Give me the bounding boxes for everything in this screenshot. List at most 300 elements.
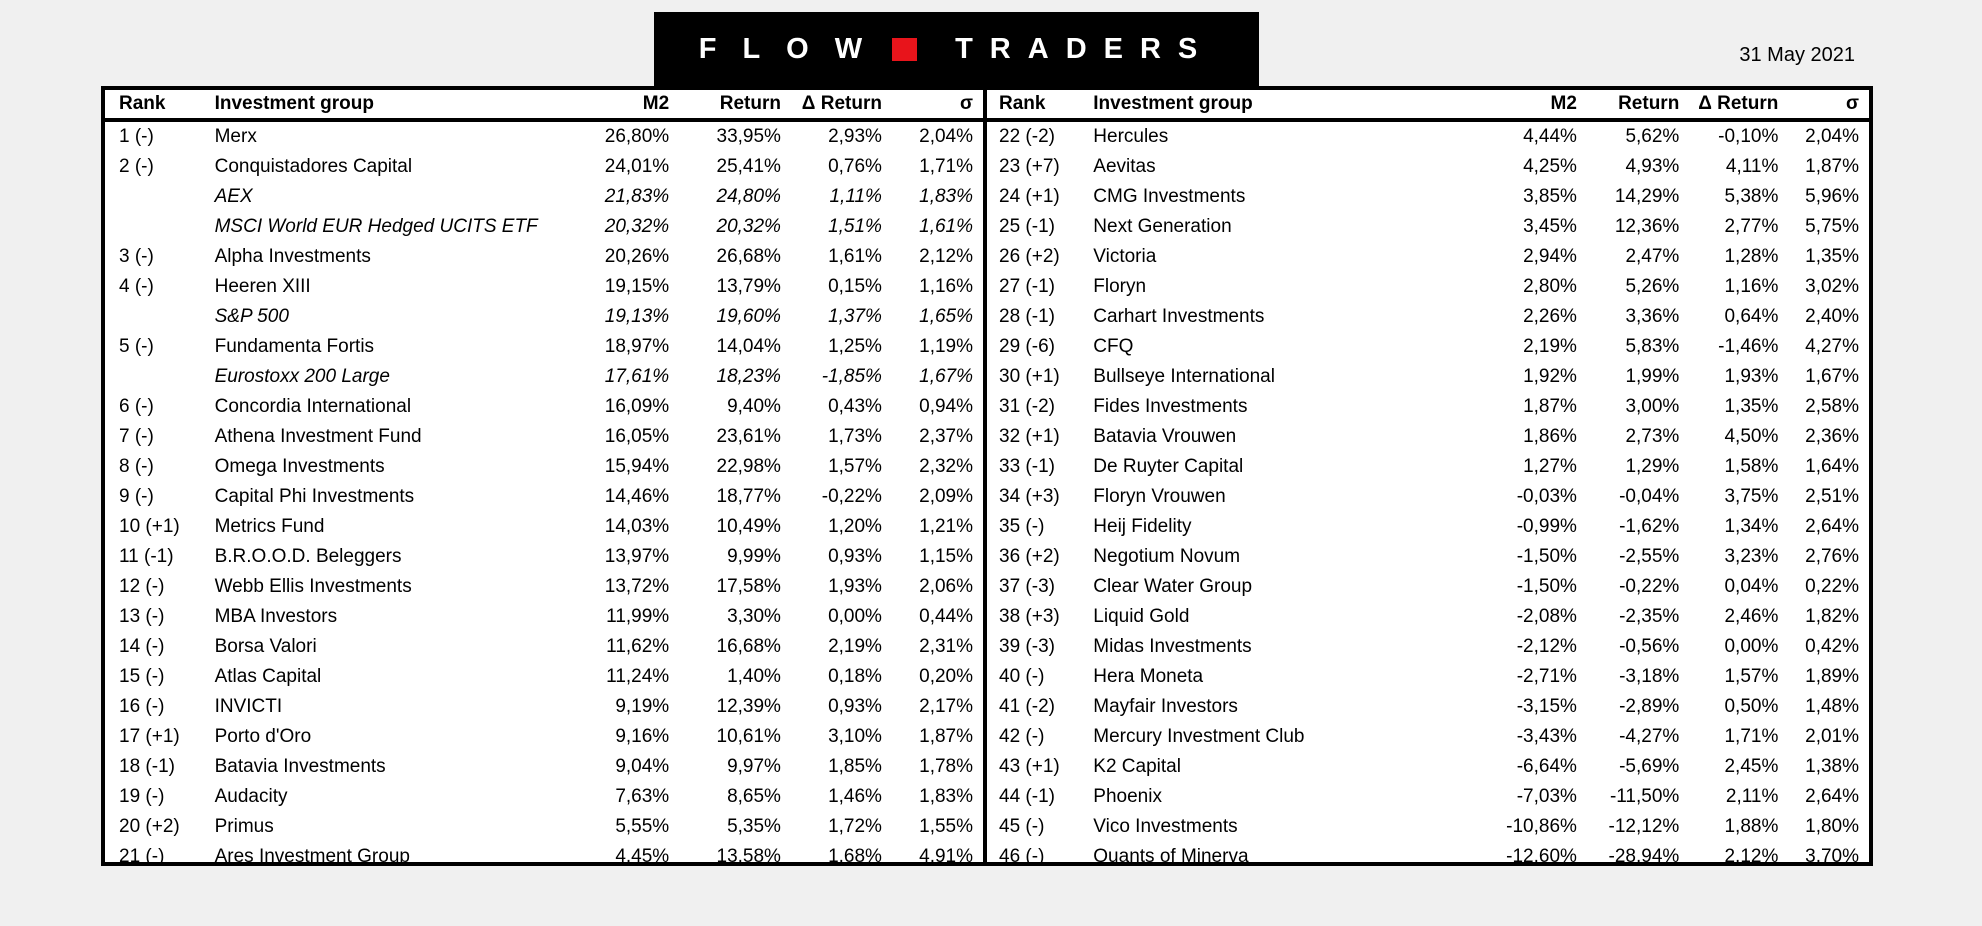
cell-delta-return: 0,15%	[828, 276, 882, 297]
cell-m2: 16,09%	[604, 396, 670, 417]
table-row	[987, 512, 1869, 542]
cell-sigma: 3,02%	[1805, 276, 1859, 297]
cell-m2: -0,03%	[1516, 486, 1577, 507]
cell-investment-group: Mayfair Investors	[1093, 696, 1238, 717]
benchmark-row	[105, 302, 983, 332]
cell-return: 5,62%	[1625, 126, 1680, 147]
table-row	[987, 182, 1869, 212]
logo-red-square-icon	[892, 38, 917, 61]
header-delta-return: Δ Return	[1679, 90, 1778, 120]
cell-sigma: 3,70%	[1805, 846, 1859, 867]
cell-investment-group: Quants of Minerva	[1093, 846, 1249, 867]
cell-sigma: 1,61%	[919, 216, 973, 237]
cell-return: 18,23%	[716, 366, 781, 387]
cell-investment-group: Next Generation	[1093, 216, 1232, 237]
cell-rank: 11 (-1)	[119, 546, 174, 567]
cell-m2: 11,62%	[606, 636, 670, 657]
cell-investment-group: INVICTI	[214, 696, 283, 717]
header-sigma: σ	[1778, 90, 1869, 120]
cell-m2: 7,63%	[615, 786, 670, 807]
logo-text-traders: TRADERS	[955, 33, 1215, 65]
cell-delta-return: 3,10%	[828, 726, 882, 747]
cell-return: 5,26%	[1625, 276, 1680, 297]
cell-return: 2,73%	[1625, 426, 1680, 447]
cell-m2: 4,45%	[615, 846, 670, 867]
table-row	[105, 812, 983, 842]
cell-rank: 7 (-)	[119, 426, 154, 447]
cell-sigma: 1,67%	[919, 366, 973, 387]
cell-delta-return: -0,22%	[821, 486, 882, 507]
cell-m2: 4,25%	[1523, 156, 1577, 177]
cell-return: 10,61%	[716, 726, 781, 747]
cell-m2: -1,50%	[1516, 576, 1577, 597]
header-investment-group: Investment group	[1093, 90, 1493, 120]
cell-m2: 1,86%	[1523, 426, 1577, 447]
table-row	[105, 572, 983, 602]
cell-m2: 13,97%	[604, 546, 670, 567]
cell-sigma: 1,21%	[919, 516, 973, 537]
cell-return: 25,41%	[716, 156, 781, 177]
table-row	[105, 512, 983, 542]
cell-m2: 2,19%	[1523, 336, 1577, 357]
cell-return: -12,12%	[1608, 816, 1680, 837]
cell-investment-group: Webb Ellis Investments	[214, 576, 412, 597]
cell-return: 9,40%	[727, 396, 781, 417]
cell-delta-return: 1,85%	[828, 756, 882, 777]
cell-investment-group: Bullseye International	[1093, 366, 1275, 387]
cell-investment-group: Atlas Capital	[214, 666, 322, 687]
cell-return: 16,68%	[716, 636, 781, 657]
cell-investment-group: Borsa Valori	[214, 636, 317, 657]
cell-m2: -3,15%	[1516, 696, 1577, 717]
cell-investment-group: Mercury Investment Club	[1093, 726, 1305, 747]
cell-sigma: 2,04%	[919, 126, 973, 147]
cell-investment-group: CFQ	[1093, 336, 1134, 357]
cell-rank: 21 (-)	[119, 846, 165, 867]
cell-rank: 36 (+2)	[999, 546, 1060, 567]
cell-m2: 18,97%	[604, 336, 670, 357]
cell-return: -2,55%	[1619, 546, 1680, 567]
cell-m2: 2,80%	[1523, 276, 1577, 297]
cell-rank: 2 (-)	[119, 156, 154, 177]
table-row	[987, 722, 1869, 752]
cell-rank: 13 (-)	[119, 606, 165, 627]
cell-delta-return: 0,43%	[828, 396, 882, 417]
cell-return: 3,30%	[727, 606, 781, 627]
cell-return: 2,47%	[1625, 246, 1680, 267]
cell-sigma: 1,65%	[919, 306, 973, 327]
cell-investment-group: Ares Investment Group	[214, 846, 410, 867]
cell-m2: -7,03%	[1516, 786, 1577, 807]
cell-rank: 37 (-3)	[999, 576, 1055, 597]
cell-delta-return: 1,88%	[1724, 816, 1779, 837]
cell-delta-return: 1,73%	[828, 426, 882, 447]
cell-sigma: 2,04%	[1805, 126, 1859, 147]
cell-delta-return: 1,35%	[1724, 396, 1779, 417]
cell-sigma: 2,32%	[919, 456, 973, 477]
cell-m2: 5,55%	[615, 816, 670, 837]
cell-sigma: 1,87%	[919, 726, 973, 747]
cell-rank: 9 (-)	[119, 486, 154, 507]
cell-sigma: 1,67%	[1805, 366, 1859, 387]
table-row	[105, 152, 983, 182]
cell-delta-return: 1,34%	[1724, 516, 1779, 537]
table-row	[987, 482, 1869, 512]
cell-delta-return: 1,46%	[828, 786, 882, 807]
cell-m2: -12,60%	[1506, 846, 1577, 867]
cell-rank: 17 (+1)	[119, 726, 180, 747]
cell-m2: 9,16%	[615, 726, 670, 747]
cell-delta-return: 1,16%	[1724, 276, 1779, 297]
cell-delta-return: 1,93%	[828, 576, 882, 597]
cell-m2: -1,50%	[1516, 546, 1577, 567]
cell-rank: 35 (-)	[999, 516, 1045, 537]
cell-return: -5,69%	[1619, 756, 1680, 777]
cell-m2: -0,99%	[1516, 516, 1577, 537]
cell-m2: 14,46%	[604, 486, 670, 507]
cell-rank	[105, 302, 215, 332]
cell-investment-group: Heij Fidelity	[1093, 516, 1192, 537]
cell-return: -1,62%	[1619, 516, 1680, 537]
cell-investment-group: Merx	[214, 126, 257, 147]
cell-return: 4,93%	[1625, 156, 1680, 177]
cell-rank: 18 (-1)	[119, 756, 175, 777]
cell-sigma: 1,38%	[1805, 756, 1859, 777]
table-row	[105, 662, 983, 692]
cell-sigma: 0,20%	[919, 666, 973, 687]
cell-investment-group: Audacity	[214, 786, 288, 807]
cell-rank: 23 (+7)	[999, 156, 1060, 177]
cell-return: 12,39%	[716, 696, 781, 717]
cell-sigma: 1,15%	[919, 546, 973, 567]
cell-return: 17,58%	[716, 576, 781, 597]
cell-sigma: 2,64%	[1805, 516, 1859, 537]
cell-rank: 31 (-2)	[999, 396, 1055, 417]
logo-text-flow: FLOW	[698, 33, 889, 65]
cell-m2: 24,01%	[604, 156, 670, 177]
cell-return: 18,77%	[716, 486, 781, 507]
table-row	[105, 242, 983, 272]
cell-sigma: 5,96%	[1805, 186, 1859, 207]
table-row	[105, 452, 983, 482]
cell-rank: 5 (-)	[119, 336, 154, 357]
cell-delta-return: 2,46%	[1724, 606, 1779, 627]
cell-delta-return: 0,76%	[828, 156, 882, 177]
cell-investment-group: B.R.O.O.D. Beleggers	[214, 546, 402, 567]
header-delta-return: Δ Return	[781, 90, 882, 120]
benchmark-row	[105, 212, 983, 242]
cell-return: -11,50%	[1609, 786, 1680, 807]
flow-traders-logo	[654, 12, 1259, 87]
cell-delta-return: -0,10%	[1718, 126, 1779, 147]
cell-investment-group: Carhart Investments	[1093, 306, 1265, 327]
cell-sigma: 0,94%	[919, 396, 973, 417]
cell-return: 14,29%	[1614, 186, 1680, 207]
cell-investment-group: MBA Investors	[214, 606, 338, 627]
cell-delta-return: 2,93%	[828, 126, 882, 147]
report-date: 31 May 2021	[1739, 44, 1855, 66]
table-row	[987, 572, 1869, 602]
cell-m2: 15,94%	[604, 456, 670, 477]
cell-sigma: 2,37%	[919, 426, 973, 447]
table-row	[105, 782, 983, 812]
cell-sigma: 1,83%	[919, 786, 973, 807]
cell-investment-group: Athena Investment Fund	[214, 426, 422, 447]
cell-sigma: 5,75%	[1805, 216, 1859, 237]
cell-sigma: 0,44%	[919, 606, 973, 627]
cell-delta-return: 0,50%	[1724, 696, 1779, 717]
cell-delta-return: -1,85%	[821, 366, 882, 387]
cell-m2: 17,61%	[604, 366, 670, 387]
cell-m2: 19,13%	[604, 306, 670, 327]
cell-rank	[105, 362, 215, 392]
table-row	[987, 842, 1869, 872]
cell-delta-return: 0,00%	[1724, 636, 1779, 657]
cell-return: 5,83%	[1625, 336, 1680, 357]
table-row	[105, 120, 983, 152]
cell-rank: 3 (-)	[119, 246, 154, 267]
cell-return: 13,58%	[716, 846, 781, 867]
cell-return: -0,56%	[1619, 636, 1680, 657]
cell-delta-return: 1,11%	[829, 186, 882, 207]
table-row	[987, 362, 1869, 392]
cell-return: 9,99%	[727, 546, 781, 567]
cell-sigma: 1,35%	[1805, 246, 1859, 267]
cell-investment-group: De Ruyter Capital	[1093, 456, 1244, 477]
cell-sigma: 2,06%	[919, 576, 973, 597]
cell-sigma: 2,40%	[1805, 306, 1859, 327]
cell-investment-group: Victoria	[1093, 246, 1157, 267]
cell-investment-group: Heeren XIII	[214, 276, 311, 297]
cell-rank: 26 (+2)	[999, 246, 1060, 267]
cell-rank: 43 (+1)	[999, 756, 1060, 777]
cell-return: 1,40%	[727, 666, 781, 687]
cell-rank: 34 (+3)	[999, 486, 1060, 507]
table-row	[987, 632, 1869, 662]
cell-investment-group: Primus	[214, 816, 274, 837]
cell-m2: 14,03%	[604, 516, 670, 537]
cell-return: 26,68%	[716, 246, 781, 267]
cell-investment-group: Hercules	[1093, 126, 1169, 147]
cell-rank: 25 (-1)	[999, 216, 1055, 237]
cell-m2: 1,92%	[1523, 366, 1577, 387]
cell-rank: 15 (-)	[119, 666, 165, 687]
header-m2: M2	[562, 90, 669, 120]
cell-return: -28,94%	[1608, 846, 1680, 867]
cell-return: -2,35%	[1619, 606, 1680, 627]
cell-investment-group: AEX	[214, 186, 253, 207]
cell-rank: 38 (+3)	[999, 606, 1060, 627]
table-row	[105, 272, 983, 302]
cell-rank: 1 (-)	[119, 126, 154, 147]
cell-sigma: 2,09%	[919, 486, 973, 507]
cell-sigma: 2,76%	[1805, 546, 1859, 567]
cell-rank: 45 (-)	[999, 816, 1045, 837]
cell-sigma: 2,12%	[919, 246, 973, 267]
header-rank: Rank	[987, 90, 1093, 120]
cell-investment-group: Capital Phi Investments	[214, 486, 415, 507]
cell-rank: 33 (-1)	[999, 456, 1055, 477]
cell-rank	[105, 212, 215, 242]
cell-m2: 20,32%	[604, 216, 670, 237]
cell-rank: 20 (+2)	[119, 816, 180, 837]
cell-investment-group: Fides Investments	[1093, 396, 1248, 417]
cell-sigma: 1,83%	[919, 186, 973, 207]
cell-sigma: 1,82%	[1805, 606, 1859, 627]
cell-delta-return: 2,11%	[1725, 786, 1779, 807]
cell-return: 1,29%	[1625, 456, 1680, 477]
cell-sigma: 1,87%	[1805, 156, 1859, 177]
table-header-row	[987, 90, 1869, 120]
table-row	[105, 842, 983, 872]
cell-delta-return: 1,20%	[828, 516, 882, 537]
cell-rank: 22 (-2)	[999, 126, 1055, 147]
cell-sigma: 1,55%	[919, 816, 973, 837]
table-row	[987, 452, 1869, 482]
cell-return: 3,36%	[1625, 306, 1680, 327]
cell-sigma: 4,91%	[919, 846, 973, 867]
cell-rank: 14 (-)	[119, 636, 165, 657]
table-row	[105, 752, 983, 782]
cell-investment-group: Conquistadores Capital	[214, 156, 413, 177]
cell-m2: 3,85%	[1523, 186, 1577, 207]
cell-sigma: 4,27%	[1805, 336, 1859, 357]
cell-sigma: 1,64%	[1805, 456, 1859, 477]
cell-rank: 46 (-)	[999, 846, 1045, 867]
table-row	[987, 302, 1869, 332]
table-row	[987, 212, 1869, 242]
table-row	[105, 602, 983, 632]
header-return: Return	[1577, 90, 1679, 120]
header-m2: M2	[1494, 90, 1577, 120]
cell-m2: 13,72%	[604, 576, 670, 597]
cell-investment-group: Floryn	[1093, 276, 1147, 297]
cell-m2: 16,05%	[604, 426, 670, 447]
cell-delta-return: 3,75%	[1724, 486, 1779, 507]
table-row	[105, 332, 983, 362]
cell-investment-group: Omega Investments	[214, 456, 385, 477]
cell-return: 9,97%	[727, 756, 781, 777]
cell-return: 12,36%	[1614, 216, 1680, 237]
table-row	[987, 272, 1869, 302]
cell-delta-return: 1,37%	[828, 306, 882, 327]
cell-sigma: 2,64%	[1805, 786, 1859, 807]
cell-rank: 6 (-)	[119, 396, 154, 417]
cell-rank: 16 (-)	[119, 696, 165, 717]
cell-m2: 19,15%	[604, 276, 670, 297]
cell-sigma: 2,01%	[1805, 726, 1859, 747]
table-row	[987, 120, 1869, 152]
cell-return: 23,61%	[716, 426, 781, 447]
cell-rank: 42 (-)	[999, 726, 1045, 747]
cell-m2: -2,71%	[1516, 666, 1577, 687]
table-row	[987, 152, 1869, 182]
cell-rank: 8 (-)	[119, 456, 154, 477]
ranking-table	[101, 86, 1873, 866]
cell-delta-return: 1,51%	[828, 216, 882, 237]
cell-delta-return: 5,38%	[1724, 186, 1779, 207]
cell-return: 10,49%	[716, 516, 781, 537]
cell-m2: 11,24%	[606, 666, 670, 687]
cell-delta-return: 0,04%	[1724, 576, 1779, 597]
cell-rank: 4 (-)	[119, 276, 154, 297]
cell-investment-group: Midas Investments	[1093, 636, 1252, 657]
cell-delta-return: 0,93%	[828, 546, 882, 567]
cell-delta-return: 1,57%	[1724, 666, 1779, 687]
cell-m2: -3,43%	[1516, 726, 1577, 747]
cell-delta-return: 0,93%	[828, 696, 882, 717]
cell-m2: 2,26%	[1523, 306, 1577, 327]
cell-rank: 10 (+1)	[119, 516, 180, 537]
cell-investment-group: Phoenix	[1093, 786, 1162, 807]
cell-m2: -6,64%	[1516, 756, 1577, 777]
benchmark-row	[105, 182, 983, 212]
cell-rank: 19 (-)	[119, 786, 165, 807]
cell-m2: 1,27%	[1523, 456, 1577, 477]
cell-investment-group: Eurostoxx 200 Large	[214, 366, 390, 387]
cell-m2: -2,08%	[1516, 606, 1577, 627]
cell-m2: -10,86%	[1506, 816, 1577, 837]
cell-delta-return: 2,12%	[1724, 846, 1779, 867]
table-row	[987, 782, 1869, 812]
cell-return: 22,98%	[716, 456, 781, 477]
cell-return: 8,65%	[727, 786, 781, 807]
cell-sigma: 1,19%	[919, 336, 973, 357]
cell-sigma: 2,51%	[1805, 486, 1859, 507]
cell-investment-group: Metrics Fund	[214, 516, 325, 537]
table-row	[987, 542, 1869, 572]
table-row	[987, 422, 1869, 452]
cell-m2: 9,19%	[615, 696, 670, 717]
cell-rank: 44 (-1)	[999, 786, 1055, 807]
cell-m2: 2,94%	[1523, 246, 1577, 267]
cell-delta-return: 1,57%	[828, 456, 882, 477]
cell-investment-group: Negotium Novum	[1093, 546, 1241, 567]
cell-delta-return: 4,50%	[1724, 426, 1779, 447]
cell-investment-group: CMG Investments	[1093, 186, 1246, 207]
cell-investment-group: Concordia International	[214, 396, 412, 417]
cell-investment-group: Fundamenta Fortis	[214, 336, 375, 357]
cell-delta-return: 1,68%	[828, 846, 882, 867]
cell-investment-group: Floryn Vrouwen	[1093, 486, 1226, 507]
cell-m2: 1,87%	[1523, 396, 1577, 417]
cell-delta-return: 0,18%	[828, 666, 882, 687]
table-row	[987, 662, 1869, 692]
table-row	[987, 332, 1869, 362]
cell-sigma: 1,78%	[919, 756, 973, 777]
table-row	[105, 422, 983, 452]
cell-sigma: 2,31%	[919, 636, 973, 657]
benchmark-row	[105, 362, 983, 392]
ranking-table-right	[987, 90, 1869, 867]
cell-m2: 3,45%	[1523, 216, 1577, 237]
cell-delta-return: 0,00%	[828, 606, 882, 627]
cell-delta-return: 0,64%	[1724, 306, 1779, 327]
cell-return: 13,79%	[716, 276, 781, 297]
cell-investment-group: Porto d'Oro	[214, 726, 312, 747]
header-return: Return	[669, 90, 781, 120]
ranking-table-left	[105, 90, 987, 867]
cell-investment-group: Clear Water Group	[1093, 576, 1253, 597]
cell-delta-return: 1,58%	[1724, 456, 1779, 477]
cell-rank: 28 (-1)	[999, 306, 1055, 327]
cell-investment-group: Batavia Vrouwen	[1093, 426, 1237, 447]
cell-return: 1,99%	[1625, 366, 1680, 387]
cell-return: 33,95%	[716, 126, 781, 147]
cell-investment-group: Aevitas	[1093, 156, 1156, 177]
cell-return: 5,35%	[727, 816, 781, 837]
cell-rank	[105, 182, 215, 212]
